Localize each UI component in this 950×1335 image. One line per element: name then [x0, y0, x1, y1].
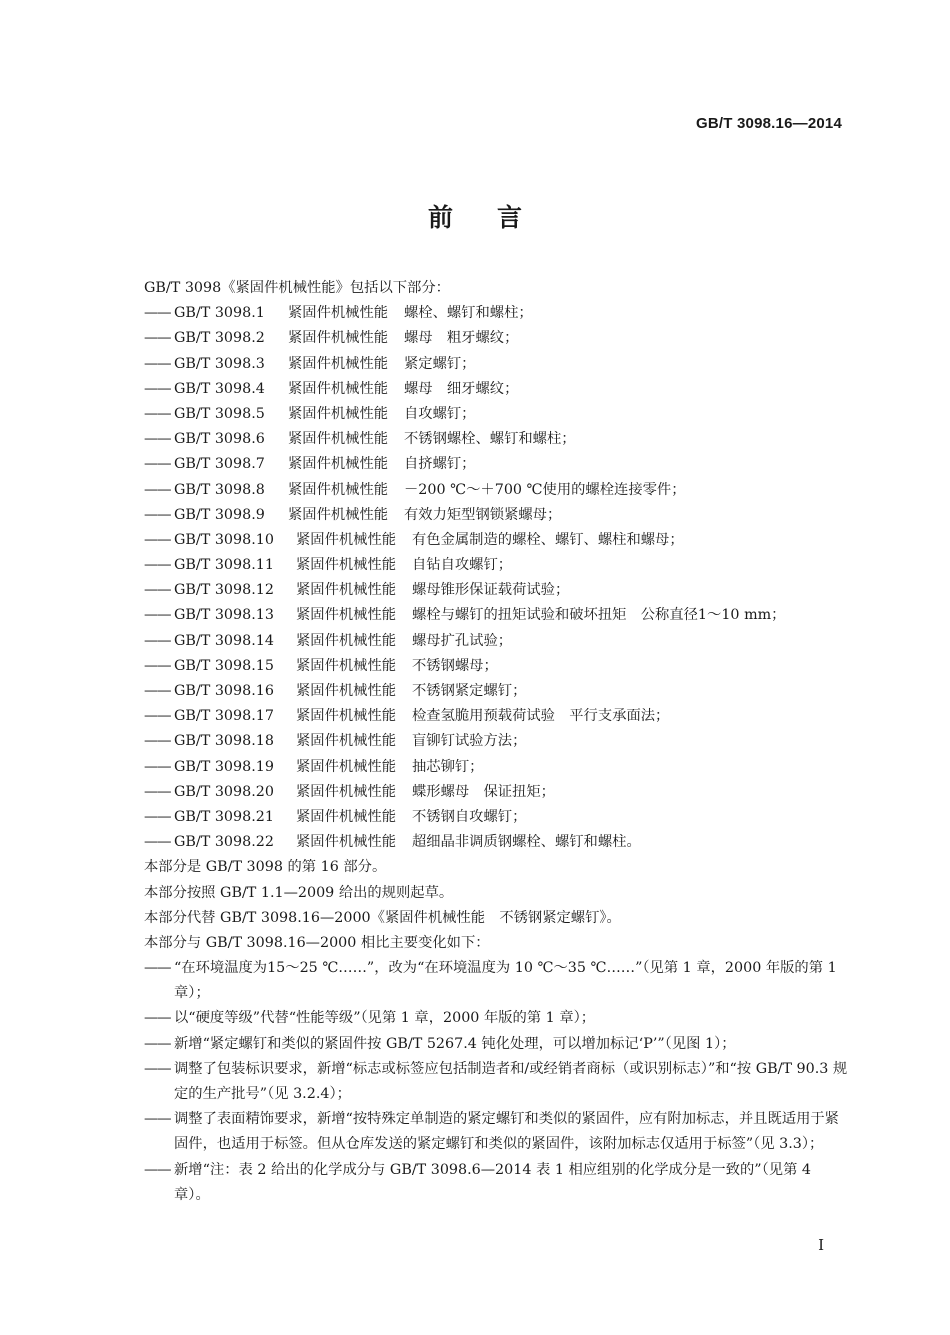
standard-code: GB/T 3098.16—2014	[696, 115, 842, 132]
part-description: 不锈钢紧定螺钉；	[412, 683, 527, 699]
part-code: GB/T 3098.7	[174, 456, 265, 473]
intro-paragraph: GB/T 3098《紧固件机械性能》包括以下部分：	[144, 280, 450, 296]
part-name: 紧固件机械性能	[296, 632, 397, 649]
list-dash: ——	[144, 783, 171, 800]
part-name: 紧固件机械性能	[296, 607, 397, 624]
change-item	[144, 1057, 849, 1107]
part-name: 紧固件机械性能	[288, 380, 389, 397]
part-name: 紧固件机械性能	[296, 582, 397, 599]
part-name: 紧固件机械性能	[296, 708, 397, 725]
statement-paragraph: 本部分与 GB/T 3098.16—2000 相比主要变化如下：	[144, 934, 490, 951]
part-item	[144, 352, 849, 377]
change-text: 新增“注：表 2 给出的化学成分与 GB/T 3098.6—2014 表 1 相应组别的化学成分是一致的”（见第 4 章）。	[174, 1161, 812, 1203]
part-item	[144, 301, 849, 326]
part-item	[144, 679, 849, 704]
part-description: 盲铆钉试验方法；	[412, 733, 527, 750]
part-description: 自钻自攻螺钉；	[412, 557, 513, 574]
list-dash: ——	[144, 960, 171, 977]
list-dash: ——	[144, 834, 171, 851]
list-dash: ——	[144, 380, 171, 397]
change-item	[144, 1107, 849, 1157]
part-code: GB/T 3098.14	[174, 632, 274, 649]
part-description: －200 ℃～＋700 ℃使用的螺栓连接零件；	[404, 481, 686, 498]
part-item	[144, 553, 849, 578]
part-item	[144, 528, 849, 553]
list-dash: ——	[144, 330, 171, 347]
list-dash: ——	[144, 632, 171, 649]
part-name: 紧固件机械性能	[288, 456, 389, 473]
change-text: 调整了包装标识要求，新增“标志或标签应包括制造者和/或经销者商标（或识别标志）”和“按 GB/T 90.3 规定的生产批号”（见 3.2.4）；	[174, 1060, 848, 1103]
statement-paragraph: 本部分是 GB/T 3098 的第 16 部分。	[144, 859, 387, 876]
part-item	[144, 402, 849, 427]
part-description: 螺栓与螺钉的扭矩试验和破坏扭矩 公称直径1～10 mm；	[412, 607, 786, 624]
list-dash: ——	[144, 1111, 171, 1128]
part-name: 紧固件机械性能	[288, 405, 389, 422]
part-item	[144, 780, 849, 805]
page-number: I	[818, 1236, 824, 1254]
part-name: 紧固件机械性能	[288, 330, 389, 347]
list-dash: ——	[144, 531, 171, 548]
part-code: GB/T 3098.8	[174, 481, 265, 498]
list-dash: ——	[144, 683, 171, 699]
list-dash: ——	[144, 607, 171, 624]
list-dash: ——	[144, 758, 171, 775]
list-dash: ——	[144, 557, 171, 574]
part-name: 紧固件机械性能	[296, 733, 397, 750]
part-item	[144, 805, 849, 830]
list-dash: ——	[144, 481, 171, 498]
list-dash: ——	[144, 657, 171, 674]
changes-list	[144, 956, 849, 1208]
part-description: 自挤螺钉；	[404, 456, 476, 473]
part-code: GB/T 3098.10	[174, 531, 274, 548]
list-dash: ——	[144, 506, 171, 523]
part-code: GB/T 3098.13	[174, 607, 274, 624]
part-item	[144, 830, 849, 855]
part-name: 紧固件机械性能	[296, 683, 397, 699]
part-code: GB/T 3098.22	[174, 834, 274, 851]
part-description: 有色金属制造的螺栓、螺钉、螺柱和螺母；	[412, 531, 684, 548]
part-name: 紧固件机械性能	[296, 808, 397, 825]
part-code: GB/T 3098.6	[174, 431, 265, 448]
part-description: 螺母 细牙螺纹；	[404, 380, 519, 397]
part-description: 螺栓、螺钉和螺柱；	[404, 305, 533, 322]
document-body	[144, 276, 849, 1208]
part-description: 紧定螺钉；	[404, 355, 476, 372]
part-code: GB/T 3098.12	[174, 582, 274, 599]
page-title: 前言	[427, 203, 566, 232]
list-dash: ——	[144, 1060, 171, 1077]
part-name: 紧固件机械性能	[288, 506, 389, 523]
part-description: 蝶形螺母 保证扭矩；	[412, 783, 555, 800]
change-text: 以“硬度等级”代替“性能等级”（见第 1 章，2000 年版的第 1 章）；	[174, 1010, 596, 1027]
part-description: 不锈钢螺母；	[412, 657, 498, 674]
part-name: 紧固件机械性能	[296, 783, 397, 800]
change-item	[144, 1158, 849, 1208]
part-description: 有效力矩型钢锁紧螺母；	[404, 506, 562, 523]
part-code: GB/T 3098.21	[174, 808, 274, 825]
part-name: 紧固件机械性能	[296, 557, 397, 574]
list-dash: ——	[144, 708, 171, 725]
list-dash: ——	[144, 456, 171, 473]
part-name: 紧固件机械性能	[296, 531, 397, 548]
part-name: 紧固件机械性能	[288, 305, 389, 322]
change-text: 新增“紧定螺钉和类似的紧固件按 GB/T 5267.4 钝化处理，可以增加标记‘P’”（见图 1）；	[174, 1035, 736, 1052]
list-dash: ——	[144, 1010, 171, 1027]
list-dash: ——	[144, 355, 171, 372]
change-text: “在环境温度为15～25 ℃……”，改为“在环境温度为 10 ℃～35 ℃……”（见第 1 章，2000 年版的第 1 章）；	[174, 960, 837, 1002]
list-dash: ——	[144, 405, 171, 422]
part-code: GB/T 3098.18	[174, 733, 274, 750]
part-code: GB/T 3098.17	[174, 708, 274, 725]
statements	[144, 855, 849, 956]
part-item	[144, 427, 849, 452]
part-code: GB/T 3098.5	[174, 405, 265, 422]
part-description: 自攻螺钉；	[404, 405, 476, 422]
part-description: 螺母扩孔试验；	[412, 632, 513, 649]
part-description: 检查氢脆用预载荷试验 平行支承面法；	[412, 708, 670, 725]
part-description: 螺母锥形保证载荷试验；	[412, 582, 570, 599]
statement-paragraph: 本部分代替 GB/T 3098.16—2000《紧固件机械性能 不锈钢紧定螺钉》。	[144, 909, 621, 926]
part-item	[144, 503, 849, 528]
part-item	[144, 729, 849, 754]
change-text: 调整了表面精饰要求，新增“按特殊定单制造的紧定螺钉和类似的紧固件，应有附加标志，并且既适用于紧固件，也适用于标签。但从仓库发送的紧定螺钉和类似的紧固件，该附加标志仅适用于标签”（见 3.3）；	[174, 1111, 839, 1153]
part-item	[144, 377, 849, 402]
part-code: GB/T 3098.1	[174, 305, 265, 322]
part-item	[144, 452, 849, 477]
part-item	[144, 326, 849, 351]
part-item	[144, 755, 849, 780]
list-dash: ——	[144, 582, 171, 599]
part-description: 不锈钢自攻螺钉；	[412, 808, 527, 825]
part-code: GB/T 3098.20	[174, 783, 274, 800]
list-dash: ——	[144, 733, 171, 750]
part-code: GB/T 3098.16	[174, 683, 274, 699]
list-dash: ——	[144, 305, 171, 322]
parts-list	[144, 301, 849, 855]
part-name: 紧固件机械性能	[288, 431, 389, 448]
part-description: 抽芯铆钉；	[412, 758, 484, 775]
part-name: 紧固件机械性能	[288, 355, 389, 372]
change-item	[144, 956, 849, 1006]
part-name: 紧固件机械性能	[296, 758, 397, 775]
part-item	[144, 578, 849, 603]
part-description: 超细晶非调质钢螺栓、螺钉和螺柱。	[412, 834, 641, 851]
part-code: GB/T 3098.2	[174, 330, 265, 347]
part-code: GB/T 3098.3	[174, 355, 265, 372]
change-item	[144, 1032, 849, 1057]
list-dash: ——	[144, 431, 171, 448]
part-code: GB/T 3098.4	[174, 380, 265, 397]
part-code: GB/T 3098.15	[174, 657, 274, 674]
part-code: GB/T 3098.19	[174, 758, 274, 775]
statement-paragraph: 本部分按照 GB/T 1.1—2009 给出的规则起草。	[144, 884, 454, 901]
list-dash: ——	[144, 1035, 171, 1052]
part-item	[144, 704, 849, 729]
part-code: GB/T 3098.9	[174, 506, 265, 523]
list-dash: ——	[144, 808, 171, 825]
part-code: GB/T 3098.11	[174, 557, 274, 574]
list-dash: ——	[144, 1161, 171, 1178]
part-item	[144, 654, 849, 679]
part-description: 螺母 粗牙螺纹；	[404, 330, 519, 347]
part-item	[144, 478, 849, 503]
part-name: 紧固件机械性能	[288, 481, 389, 498]
part-item	[144, 603, 849, 628]
change-item	[144, 1006, 849, 1031]
part-name: 紧固件机械性能	[296, 657, 397, 674]
part-name: 紧固件机械性能	[296, 834, 397, 851]
part-item	[144, 629, 849, 654]
part-description: 不锈钢螺栓、螺钉和螺柱；	[404, 431, 576, 448]
